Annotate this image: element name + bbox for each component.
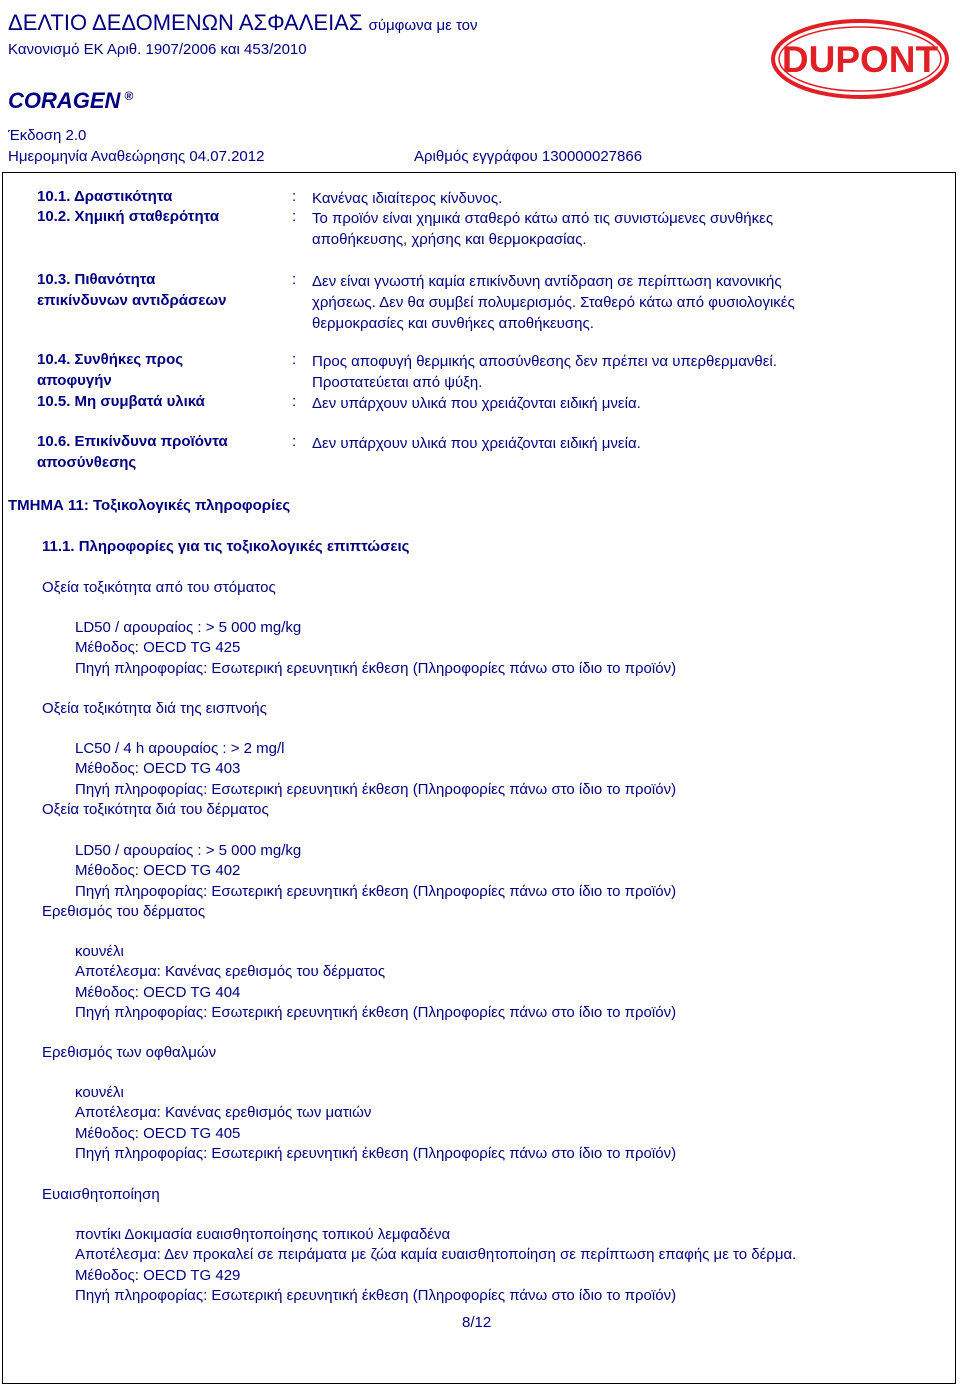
toxicity-category: Ερεθισμός του δέρματος xyxy=(42,903,206,920)
title-main: ΔΕΛΤΙΟ ΔΕΔΟΜΕΝΩΝ ΑΣΦΑΛΕΙΑΣ xyxy=(8,10,363,35)
toxicity-category: Οξεία τοξικότητα διά του δέρματος xyxy=(42,801,269,818)
registered-mark: ® xyxy=(124,88,134,103)
toxicity-detail: Αποτέλεσμα: Κανένας ερεθισμός των ματιών xyxy=(75,1104,372,1122)
toxicity-detail: ποντίκι Δοκιμασία ευαισθητοποίησης τοπικού λεμφαδένα xyxy=(75,1226,451,1243)
item-colon: : xyxy=(292,271,297,288)
item-label: 10.2. Χημική σταθερότητα xyxy=(37,208,220,225)
item-value: Δεν υπάρχουν υλικά που χρειάζονται ειδική μνεία. xyxy=(312,435,641,452)
item-label: 10.3. Πιθανότητα xyxy=(37,271,156,288)
toxicity-detail: Πηγή πληροφορίας: Εσωτερική ερευνητική έκθεση (Πληροφορίες πάνω στο ίδιο το προϊόν) xyxy=(75,780,677,798)
toxicity-detail: Μέθοδος: OECD TG 405 xyxy=(75,1124,241,1142)
revision-date: Ημερομηνία Αναθεώρησης 04.07.2012 xyxy=(8,148,265,165)
toxicity-category: Ευαισθητοποίηση xyxy=(42,1186,160,1203)
item-colon: : xyxy=(292,208,297,225)
toxicity-detail: Μέθοδος: OECD TG 429 xyxy=(75,1266,241,1284)
item-value: χρήσεως. Δεν θα συμβεί πολυμερισμός. Σταθερό κάτω από φυσιολογικές xyxy=(312,294,795,311)
item-value: αποθήκευσης, χρήσης και θερμοκρασίας. xyxy=(312,231,587,248)
toxicity-detail: Πηγή πληροφορίας: Εσωτερική ερευνητική έκθεση (Πληροφορίες πάνω στο ίδιο το προϊόν) xyxy=(75,882,677,900)
item-value: Προς αποφυγή θερμικής αποσύνθεσης δεν πρέπει να υπερθερμανθεί. xyxy=(312,353,777,370)
toxicity-detail: LC50 / 4 h αρουραίος : > 2 mg/l xyxy=(75,740,285,757)
item-value: Προστατεύεται από ψύξη. xyxy=(312,374,483,391)
product-name xyxy=(8,88,133,114)
toxicity-detail: Αποτέλεσμα: Κανένας ερεθισμός του δέρματος xyxy=(75,963,386,981)
toxicity-detail: LD50 / αρουραίος : > 5 000 mg/kg xyxy=(75,842,302,859)
item-label: 10.1. Δραστικότητα xyxy=(37,188,173,205)
item-colon: : xyxy=(292,188,297,205)
toxicity-detail: Πηγή πληροφορίας: Εσωτερική ερευνητική έκθεση (Πληροφορίες πάνω στο ίδιο το προϊόν) xyxy=(75,1144,677,1162)
dupont-logo xyxy=(770,18,950,100)
item-value: Δεν είναι γνωστή καμία επικίνδυνη αντίδραση σε περίπτωση κανονικής xyxy=(312,273,782,290)
item-value: Κανένας ιδιαίτερος κίνδυνος. xyxy=(312,190,503,207)
toxicity-detail: κουνέλι xyxy=(75,943,124,960)
toxicity-detail: Πηγή πληροφορίας: Εσωτερική ερευνητική έκθεση (Πληροφορίες πάνω στο ίδιο το προϊόν) xyxy=(75,1003,677,1021)
item-colon: : xyxy=(292,351,297,368)
toxicity-detail: Μέθοδος: OECD TG 403 xyxy=(75,760,241,778)
item-label: αποσύνθεσης xyxy=(37,454,137,471)
item-label: αποφυγήν xyxy=(37,372,112,389)
toxicity-detail: Μέθοδος: OECD TG 425 xyxy=(75,639,241,657)
regulation-line: Κανονισμό ΕΚ Αριθ. 1907/2006 και 453/2010 xyxy=(8,41,307,58)
toxicity-detail: Πηγή πληροφορίας: Εσωτερική ερευνητική έκθεση (Πληροφορίες πάνω στο ίδιο το προϊόν) xyxy=(75,1286,677,1304)
document-number: Αριθμός εγγράφου 130000027866 xyxy=(414,148,643,165)
item-label: 10.5. Μη συμβατά υλικά xyxy=(37,393,205,410)
document-title xyxy=(8,10,478,36)
version-line: Έκδοση 2.0 xyxy=(8,127,87,144)
toxicity-category: Οξεία τοξικότητα διά της εισπνοής xyxy=(42,700,267,717)
subsection-11-1-title: 11.1. Πληροφορίες για τις τοξικολογικές επιπτώσεις xyxy=(42,538,410,555)
toxicity-detail: κουνέλι xyxy=(75,1084,124,1101)
logo-text: DUPONT xyxy=(781,39,939,80)
item-label: 10.4. Συνθήκες προς xyxy=(37,351,184,368)
title-suffix: σύμφωνα με τον xyxy=(368,17,478,34)
item-label: 10.6. Επικίνδυνα προϊόντα xyxy=(37,433,228,450)
item-value: Δεν υπάρχουν υλικά που χρειάζονται ειδική μνεία. xyxy=(312,395,641,412)
section-11-title: ΤΜΗΜΑ 11: Τοξικολογικές πληροφορίες xyxy=(8,497,291,514)
toxicity-detail: Μέθοδος: OECD TG 404 xyxy=(75,983,241,1001)
page-number: 8/12 xyxy=(462,1314,492,1331)
item-value: Το προϊόν είναι χημικά σταθερό κάτω από τις συνιστώμενες συνθήκες xyxy=(312,210,774,227)
toxicity-category: Ερεθισμός των οφθαλμών xyxy=(42,1044,217,1061)
toxicity-category: Οξεία τοξικότητα από του στόματος xyxy=(42,579,276,596)
item-colon: : xyxy=(292,393,297,410)
item-value: θερμοκρασίες και συνθήκες αποθήκευσης. xyxy=(312,315,594,332)
toxicity-detail: LD50 / αρουραίος : > 5 000 mg/kg xyxy=(75,619,302,636)
toxicity-detail: Πηγή πληροφορίας: Εσωτερική ερευνητική έκθεση (Πληροφορίες πάνω στο ίδιο το προϊόν) xyxy=(75,659,677,677)
item-colon: : xyxy=(292,433,297,450)
product-label: CORAGEN xyxy=(8,88,121,113)
toxicity-detail: Αποτέλεσμα: Δεν προκαλεί σε πειράματα με ζώα καμία ευαισθητοποίηση σε περίπτωση επαφής με το δέρμα. xyxy=(75,1246,797,1264)
item-label: επικίνδυνων αντιδράσεων xyxy=(37,292,227,309)
toxicity-detail: Μέθοδος: OECD TG 402 xyxy=(75,862,241,880)
